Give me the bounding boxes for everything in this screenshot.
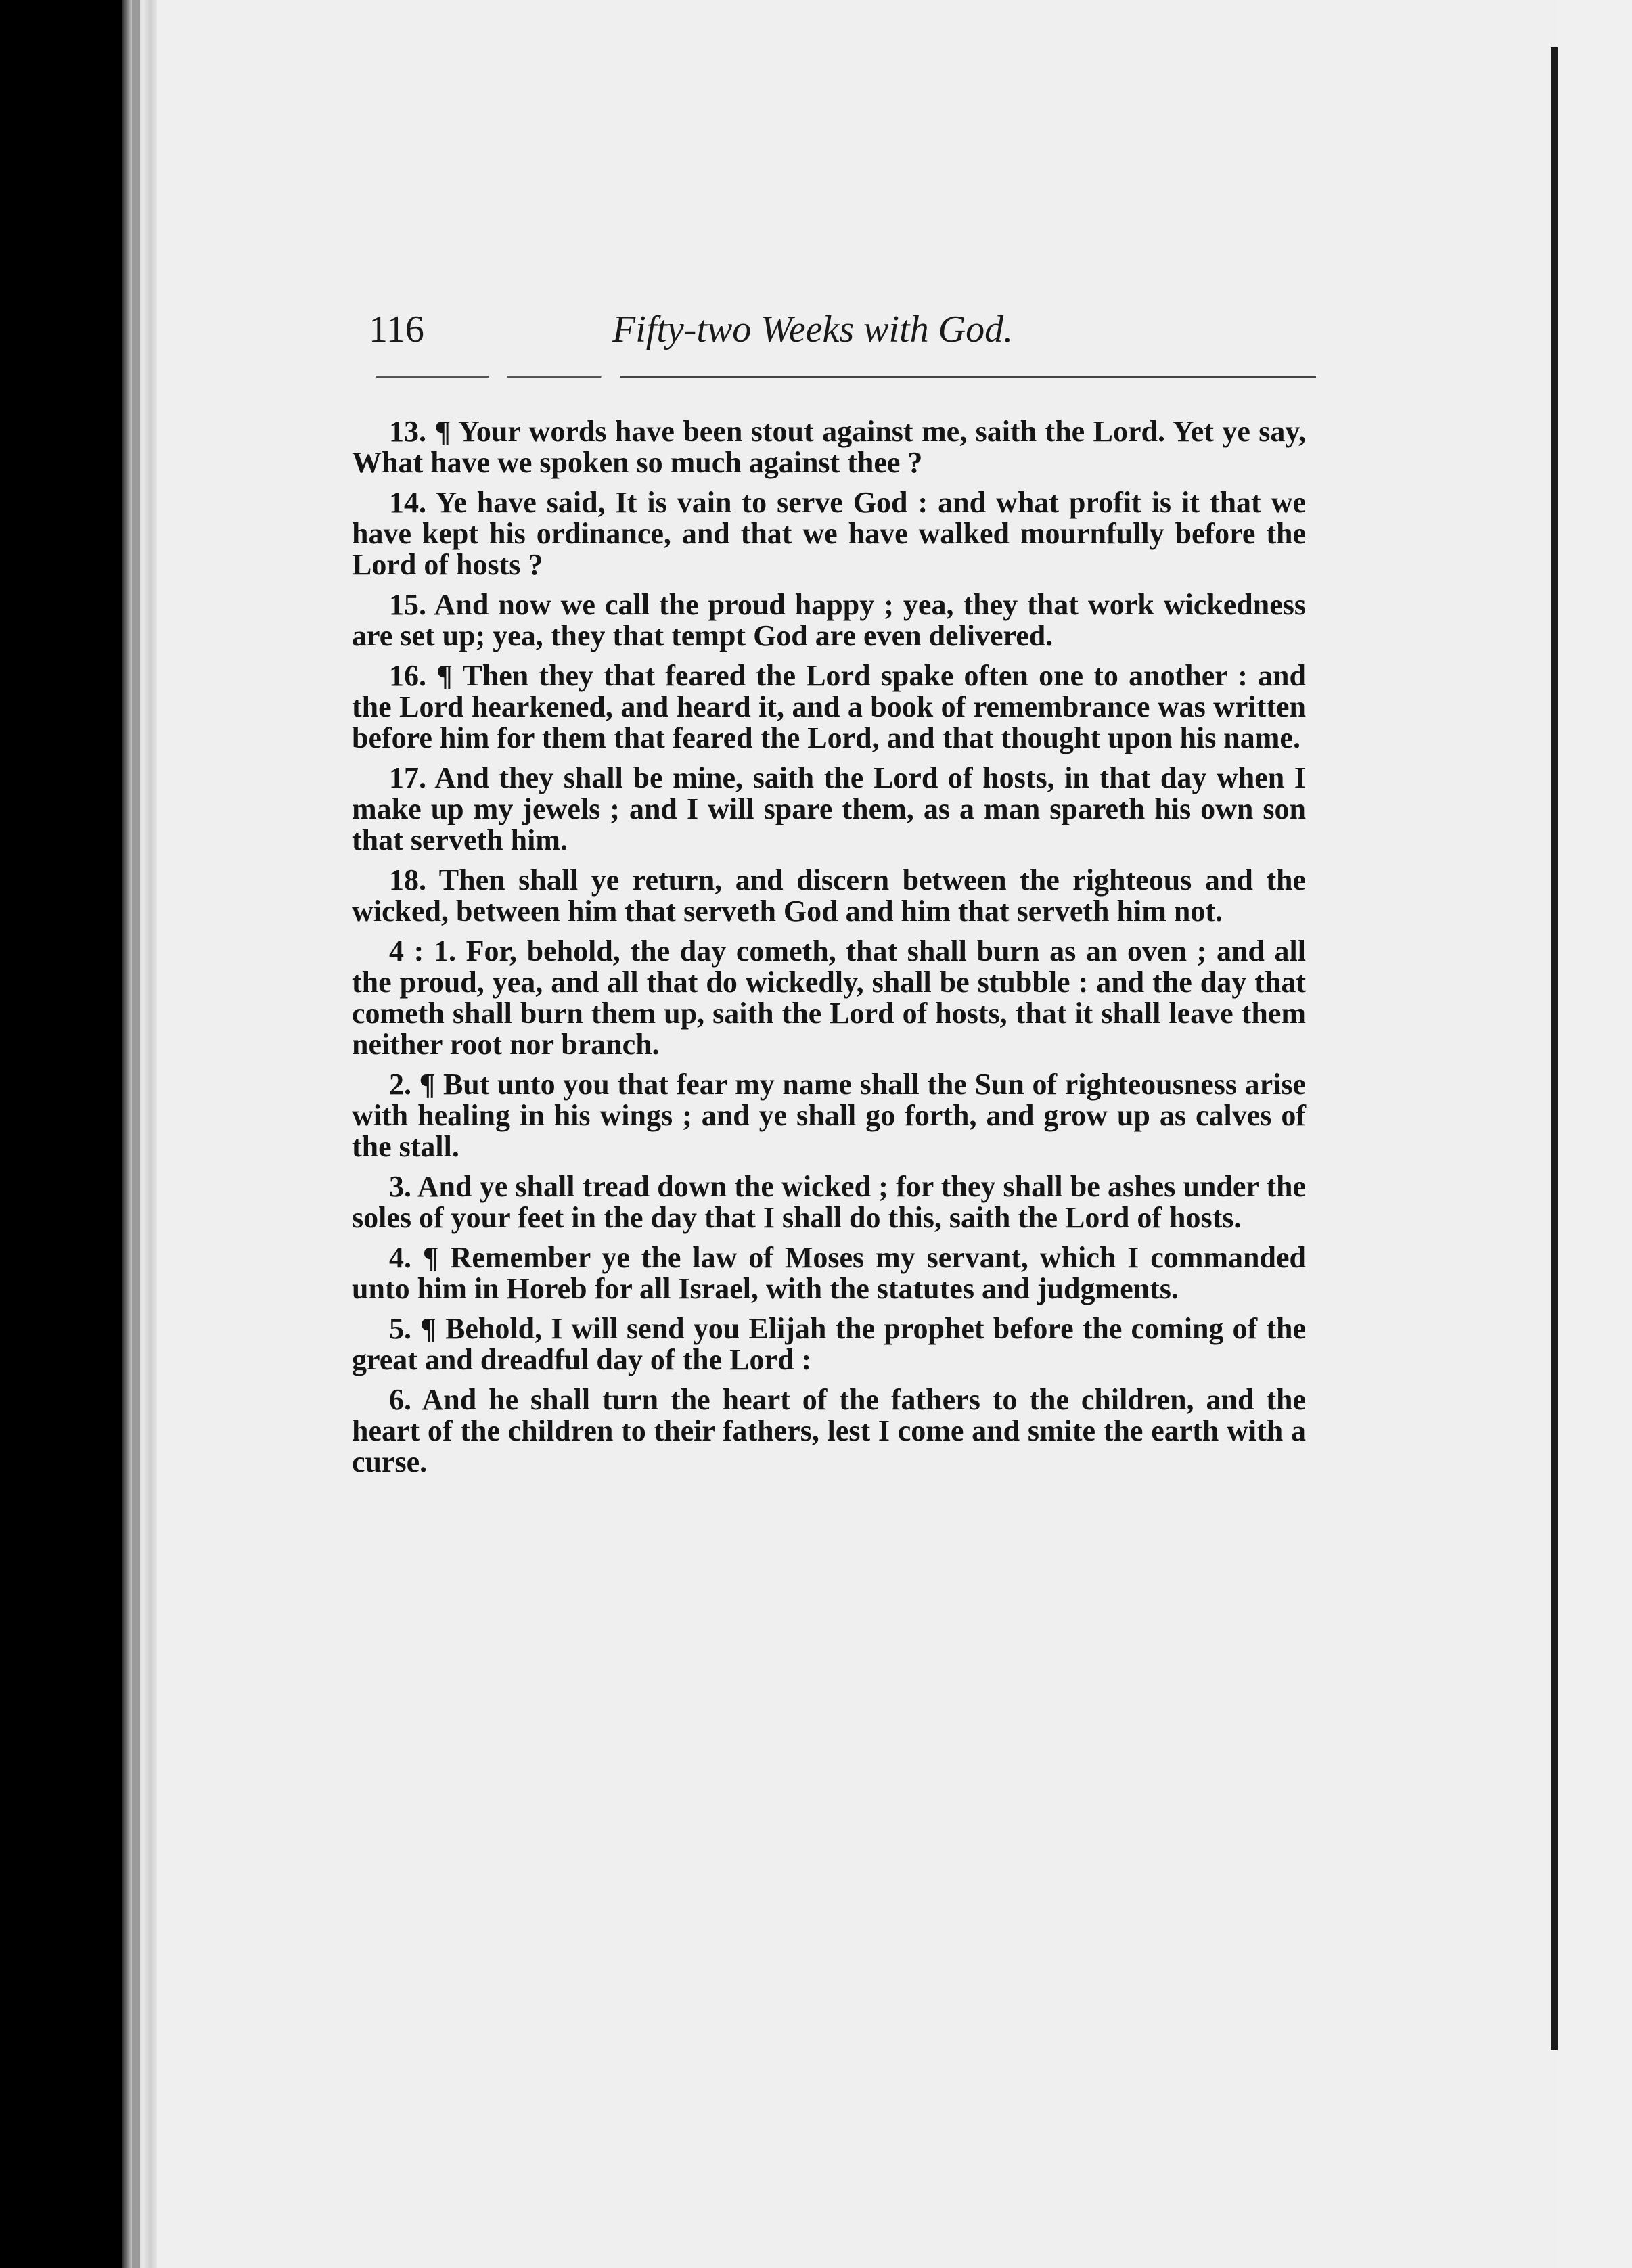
verse: 16. ¶ Then they that feared the Lord spake often one to another : and the Lord hearkened, and heard it, and a book of remembrance was written before him for them that feared the Lord, and that thought upon his name. (352, 659, 1306, 754)
verse: 2. ¶ But unto you that fear my name shall the Sun of righteousness arise with healing in his wings ; and ye shall go forth, and grow up as calves of the stall. (352, 1068, 1306, 1163)
verse: 14. Ye have said, It is vain to serve God : and what profit is it that we have kept his ordinance, and that we have walked mournfully before the Lord of hosts ? (352, 486, 1306, 581)
verse: 3. And ye shall tread down the wicked ; for they shall be ashes under the soles of your feet in the day that I shall do this, saith the Lord of hosts. (352, 1170, 1306, 1234)
verse: 6. And he shall turn the heart of the fathers to the children, and the heart of the children to their fathers, lest I come and smite the earth with a curse. (352, 1383, 1306, 1478)
verse: 4. ¶ Remember ye the law of Moses my servant, which I commanded unto him in Horeb for all Israel, with the statutes and judgments. (352, 1241, 1306, 1305)
verse: 5. ¶ Behold, I will send you Elijah the prophet before the coming of the great and dreadful day of the Lord : (352, 1312, 1306, 1376)
page-right-edge (1551, 47, 1558, 2050)
page-header (369, 308, 1330, 362)
right-margin (1558, 0, 1632, 2268)
verse: 15. And now we call the proud happy ; yea, they that work wickedness are set up; yea, they that tempt God are even delivered. (352, 588, 1306, 652)
page-left-edge (132, 0, 140, 2268)
header-rule (376, 376, 1316, 378)
verse: 4 : 1. For, behold, the day cometh, that shall burn as an oven ; and all the proud, yea, and all that do wickedly, shall be stubble : and the day that cometh shall burn them up, saith the Lord of hosts, that it shall leave them neither root nor branch. (352, 934, 1306, 1061)
page-number: 116 (369, 309, 424, 350)
verse: 13. ¶ Your words have been stout against me, saith the Lord. Yet ye say, What have we spoken so much against thee ? (352, 415, 1306, 479)
verse: 17. And they shall be mine, saith the Lord of hosts, in that day when I make up my jewels ; and I will spare them, as a man spareth his own son that serveth him. (352, 761, 1306, 857)
verse-list (352, 416, 1306, 1487)
running-title: Fifty-two Weeks with God. (612, 309, 1014, 350)
verse: 18. Then shall ye return, and discern between the righteous and the wicked, between him that serveth God and him that serveth him not. (352, 863, 1306, 928)
